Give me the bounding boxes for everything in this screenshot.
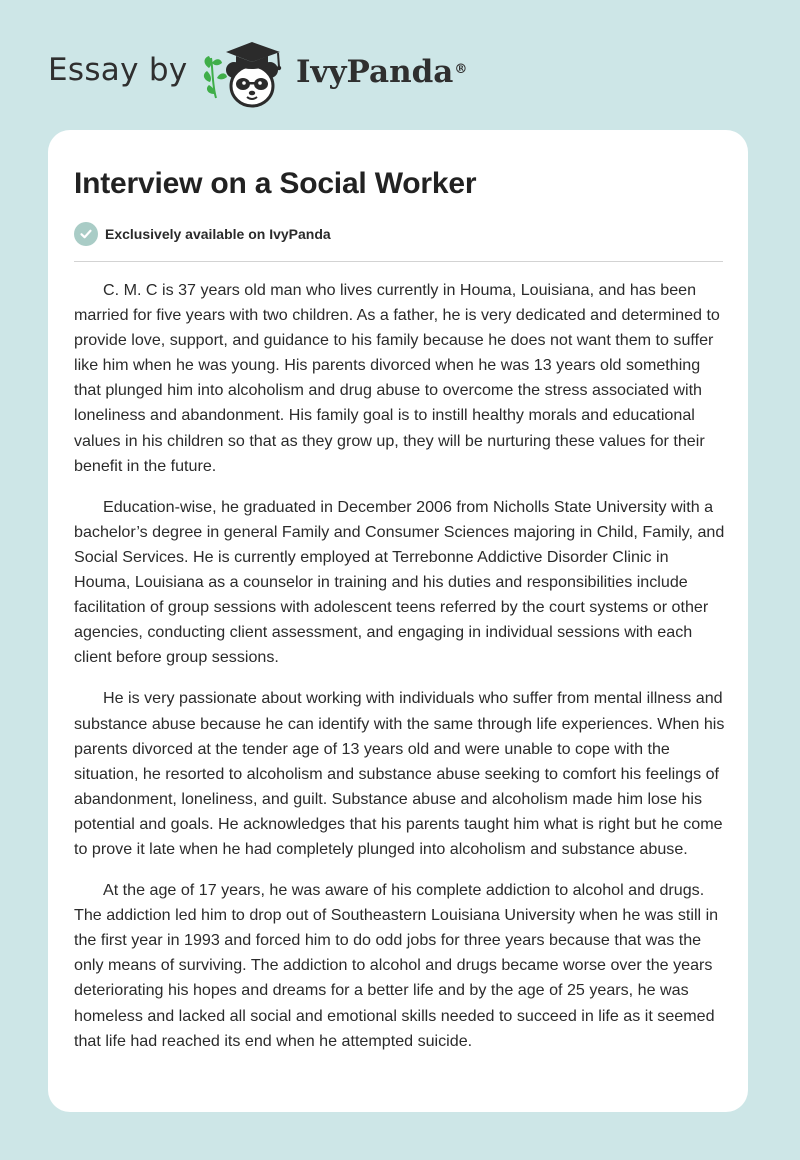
site-header	[0, 0, 800, 130]
paragraph: Education-wise, he graduated in December 2006 from Nicholls State University with a bachelor’s degree in general Family and Consumer Sciences majoring in Child, Family, and Social Services. He is currently employed at Terrebonne Addictive Disorder Clinic in Houma, Louisiana as a counselor in training and his duties and responsibilities include facilitation of group sessions with adolescent teens referred by the court systems or other agencies, conducting client assessment, and engaging in individual sessions with each client before group sessions.	[74, 497, 725, 667]
page-title: Interview on a Social Worker	[74, 167, 477, 200]
brand-name[interactable]	[296, 52, 467, 92]
registered-mark: ®	[454, 62, 468, 77]
panda-graduate-logo-icon[interactable]	[200, 34, 292, 110]
essay-card	[48, 130, 748, 1112]
paragraph: He is very passionate about working with individuals who suffer from mental illness and substance abuse because he can identify with the same through life experiences. When his parents divorced at the tender age of 13 years old and were unable to cope with the situation, he resorted to alcoholism and substance abuse seeking to comfort his feelings of abandonment, loneliness, and guilt. Substance abuse and alcoholism made him lose his potential and goals. He acknowledges that his parents taught him what is right but he come to prove it late when he had completely plunged into alcoholism and substance abuse.	[74, 689, 725, 858]
essay-body	[74, 278, 726, 1070]
essay-by-label: Essay by	[48, 52, 188, 88]
check-circle-icon	[74, 222, 98, 246]
exclusive-badge-text: Exclusively available on IvyPanda	[105, 226, 331, 242]
exclusive-badge	[74, 222, 331, 246]
title-divider	[74, 261, 723, 262]
paragraph: At the age of 17 years, he was aware of his complete addiction to alcohol and drugs. The addiction led him to drop out of Southeastern Louisiana University when he was still in the first year in 1993 and forced him to do odd jobs for three years because that was the only means of surviving. The addiction to alcohol and drugs became worse over the years deteriorating his hopes and dreams for a better life and by the age of 25 years, he was homeless and lacked all social and emotional skills needed to succeed in life as it seemed that life had reached its end when he attempted suicide.	[74, 881, 719, 1050]
paragraph: C. M. C is 37 years old man who lives currently in Houma, Louisiana, and has been married for five years with two children. As a father, he is very dedicated and determined to provide love, support, and guidance to his family because he does not want them to suffer like him when he was young. His parents divorced when he was 13 years old something that plunged him into alcoholism and drug abuse to overcome the stress associated with loneliness and abandonment. His family goal is to instill healthy morals and educational values in his children so that as they grow up, they will be nurturing these values for their benefit in the future.	[74, 281, 720, 475]
brand-name-text: IvyPanda	[296, 54, 454, 90]
